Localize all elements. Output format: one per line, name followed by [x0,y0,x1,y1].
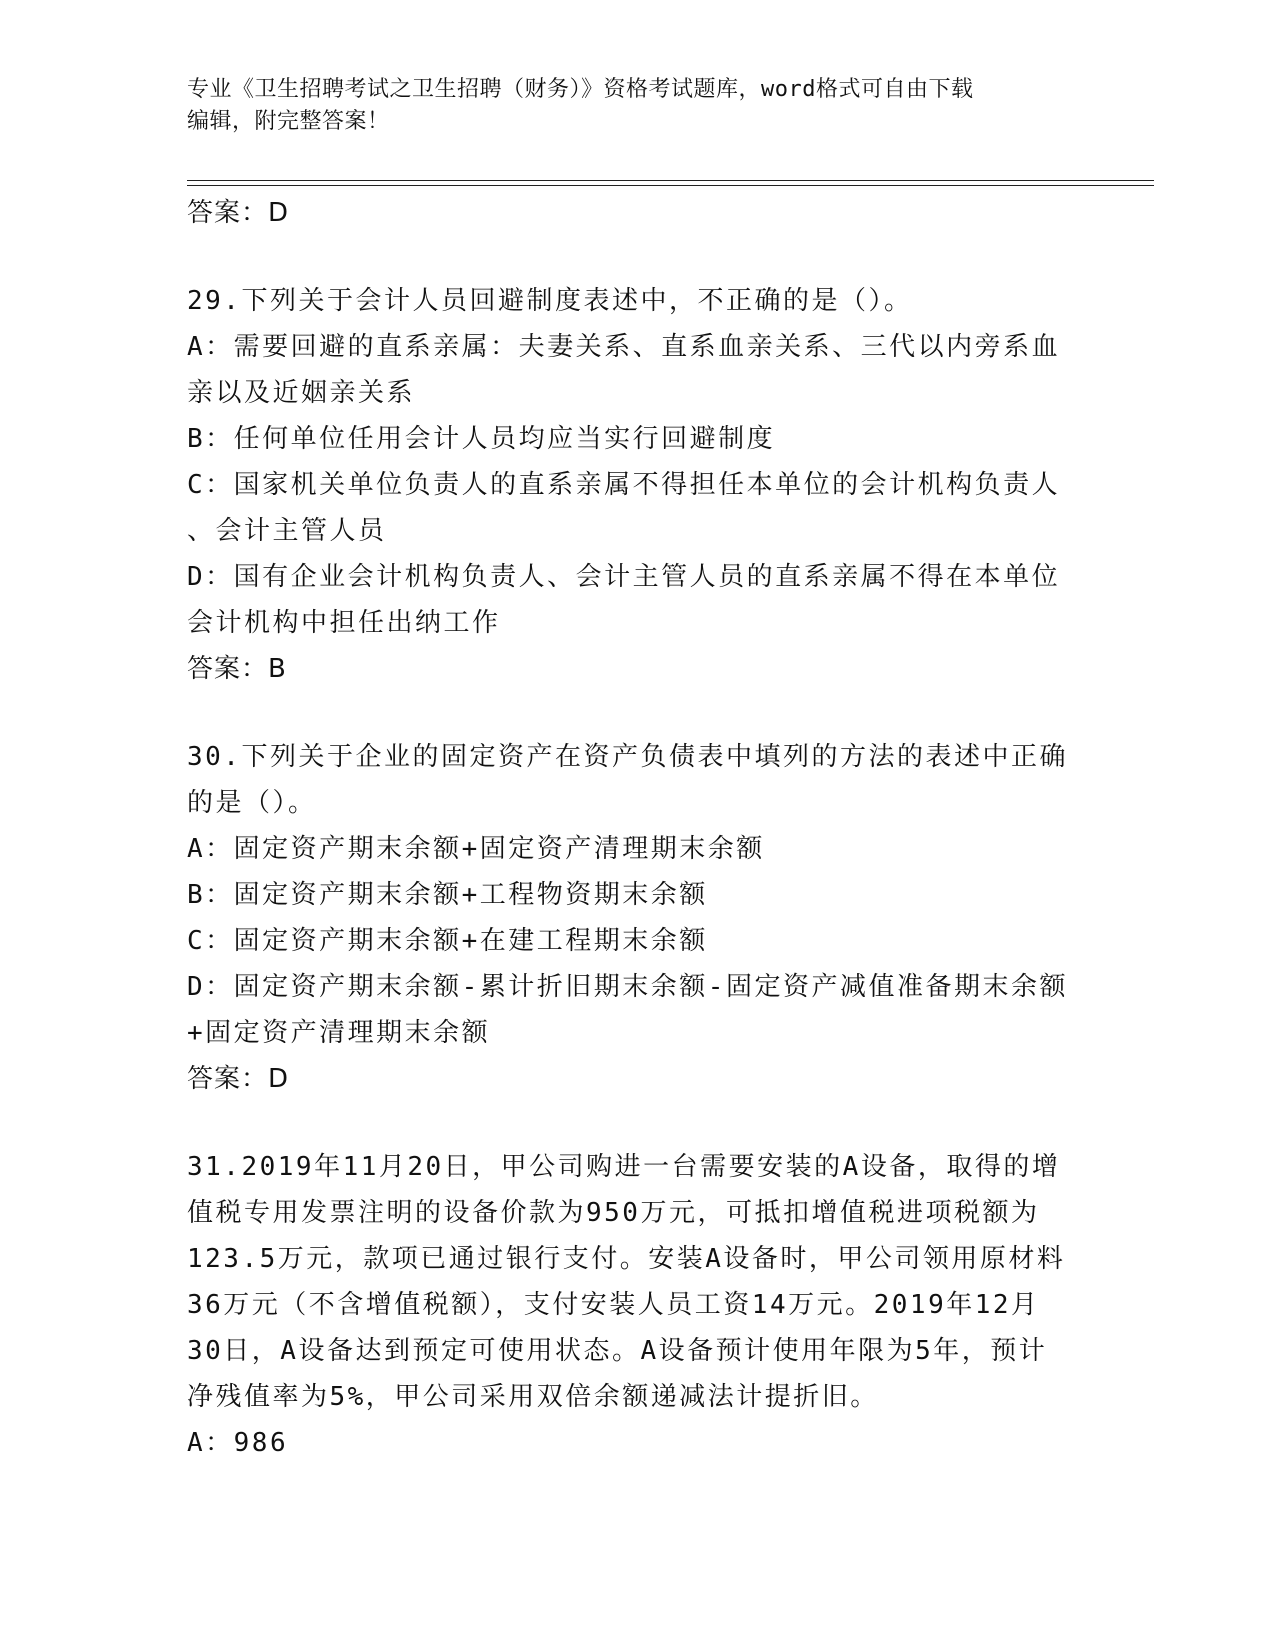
question-29 [187,278,1087,692]
question-stem-continued: 123.5万元，款项已通过银行支付。安装A设备时，甲公司领用原材料 [187,1244,1066,1274]
option-c: C：国家机关单位负责人的直系亲属不得担任本单位的会计机构负责人 [187,470,1061,500]
answer-line: 答案：D [187,198,290,228]
option-a: A：固定资产期末余额+固定资产清理期末余额 [187,834,765,864]
question-stem-continued: 30日，A设备达到预定可使用状态。A设备预计使用年限为5年，预计 [187,1336,1048,1366]
option-c-continued: 、会计主管人员 [187,516,387,546]
option-a-continued: 亲以及近姻亲关系 [187,378,416,408]
answer-line: 答案：D [187,1064,290,1094]
header-rule-top [187,180,1154,181]
spacer [187,1102,1087,1144]
option-a: A：986 [187,1428,289,1458]
question-stem-continued: 净残值率为5%，甲公司采用双倍余额递减法计提折旧。 [187,1382,879,1412]
question-stem-continued: 的是（）。 [187,788,317,818]
header-line-2: 编辑，附完整答案！ [187,109,390,134]
question-stem: 31.2019年11月20日，甲公司购进一台需要安装的A设备，取得的增 [187,1152,1061,1182]
header-rule-bottom [187,185,1154,186]
document-body [187,190,1087,1466]
option-c: C：固定资产期末余额+在建工程期末余额 [187,926,708,956]
option-d: D：固定资产期末余额-累计折旧期末余额-固定资产减值准备期末余额 [187,972,1068,1002]
answer-line: 答案：B [187,654,287,684]
spacer [187,692,1087,734]
option-b: B：任何单位任用会计人员均应当实行回避制度 [187,424,776,454]
option-d-continued: +固定资产清理期末余额 [187,1018,491,1048]
option-a: A：需要回避的直系亲属：夫妻关系、直系血亲关系、三代以内旁系血 [187,332,1061,362]
option-d-continued: 会计机构中担任出纳工作 [187,608,501,638]
question-stem-continued: 值税专用发票注明的设备价款为950万元，可抵扣增值税进项税额为 [187,1198,1040,1228]
document-header [187,74,1087,138]
option-b: B：固定资产期末余额+工程物资期末余额 [187,880,708,910]
question-stem-continued: 36万元（不含增值税额），支付安装人员工资14万元。2019年12月 [187,1290,1040,1320]
question-30 [187,734,1087,1102]
question-stem: 29.下列关于会计人员回避制度表述中，不正确的是（）。 [187,286,913,316]
option-d: D：国有企业会计机构负责人、会计主管人员的直系亲属不得在本单位 [187,562,1061,592]
header-line-1: 专业《卫生招聘考试之卫生招聘（财务）》资格考试题库，word格式可自由下载 [187,77,974,102]
spacer [187,236,1087,278]
question-stem: 30.下列关于企业的固定资产在资产负债表中填列的方法的表述中正确 [187,742,1068,772]
question-31 [187,1144,1087,1466]
